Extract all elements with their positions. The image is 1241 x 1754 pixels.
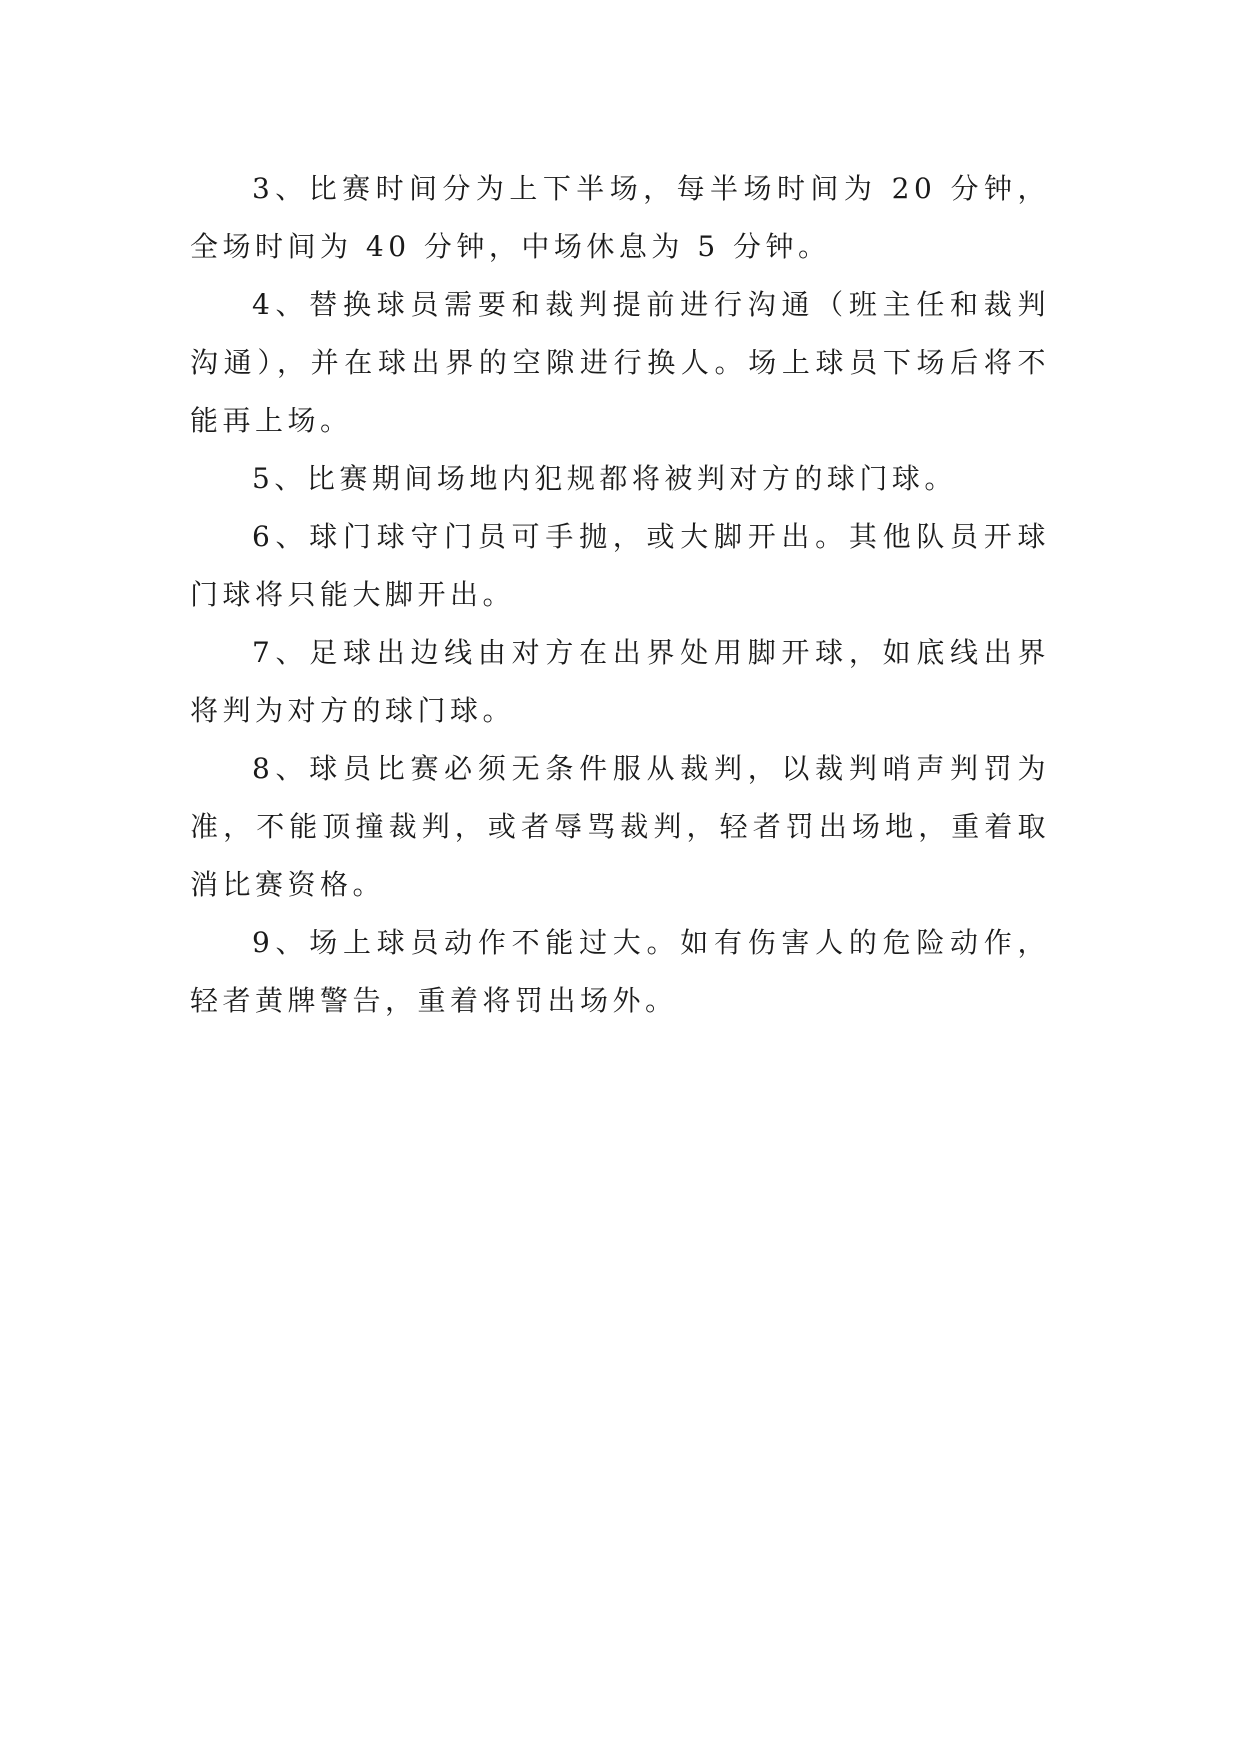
rule-paragraph-9: 9、场上球员动作不能过大。如有伤害人的危险动作，轻者黄牌警告，重着将罚出场外。: [190, 926, 1050, 1017]
rule-paragraph-4: 4、替换球员需要和裁判提前进行沟通（班主任和裁判沟通），并在球出界的空隙进行换人。场上球员下场后将不能再上场。: [190, 288, 1050, 437]
rule-paragraph-3: 3、比赛时间分为上下半场，每半场时间为 20 分钟，全场时间为 40 分钟，中场休息为 5 分钟。: [190, 172, 1050, 263]
rule-paragraph-5: 5、比赛期间场地内犯规都将被判对方的球门球。: [252, 462, 957, 495]
rule-paragraph-6: 6、球门球守门员可手抛，或大脚开出。其他队员开球门球将只能大脚开出。: [190, 520, 1050, 611]
rule-paragraph-8: 8、球员比赛必须无条件服从裁判，以裁判哨声判罚为准，不能顶撞裁判，或者辱骂裁判，轻者罚出场地，重着取消比赛资格。: [190, 752, 1050, 901]
document-body: [190, 160, 1050, 1030]
rule-paragraph-7: 7、足球出边线由对方在出界处用脚开球，如底线出界将判为对方的球门球。: [190, 636, 1050, 727]
